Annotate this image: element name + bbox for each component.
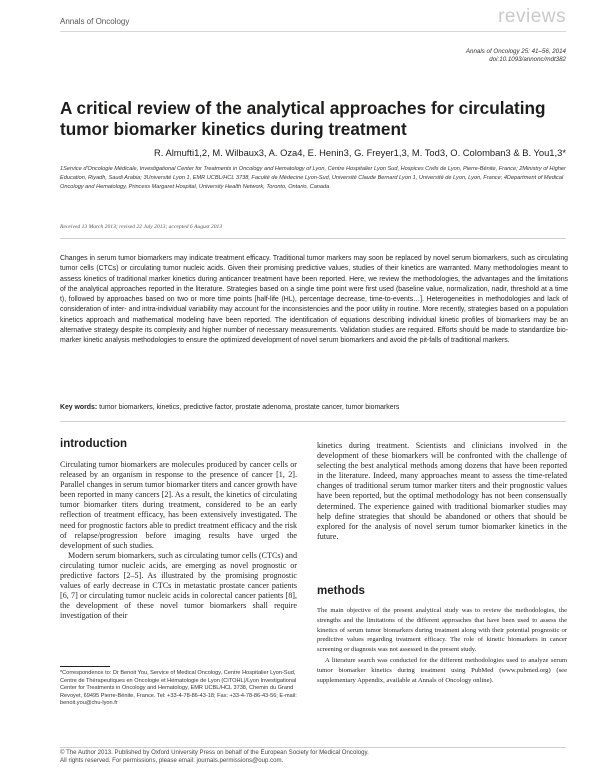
doi-line: doi:10.1093/annonc/mdt382 xyxy=(489,56,566,63)
methods-paragraph: The main objective of the present analytical study was to review the methodologies, the strengths and the limitations of the different approaches that have been used to assess the kinetics of serum tumor biomarkers during treatment along with their potential prognostic or predictive values regarding treatment efficacy. The role of kinetic biomarkers in cancer screening or diagnosis was not assessed in the present study. xyxy=(317,607,567,654)
introduction-paragraph: Circulating tumor biomarkers are molecules produced by cancer cells or released by an organism in response to the presence of cancer [1, 2]. Parallel changes in serum tumor biomarker titers and cancer growth have been reported in many cancers [2]. As a result, the kinetics of circulating tumor biomarker titers during treatment, considered to be an early reflection of treatment efficacy, has been extensively investigated. The need for prognostic factors able to predict treatment efficacy and the risk of relapse/progression before imaging results have urged the development of such studies. xyxy=(60,460,297,550)
article-title: A critical review of the analytical approaches for circulating tumor biomarker kinetics during treatment xyxy=(60,98,546,139)
copyright-footer xyxy=(60,749,580,765)
abstract-bottom-divider xyxy=(60,421,566,422)
author-list: R. Almufti1,2, M. Wilbaux3, A. Oza4, E. Henin3, G. Freyer1,3, M. Tod3, O. Colomban3 & B. You1,3* xyxy=(153,147,566,158)
introduction-left-column xyxy=(60,460,297,622)
keywords xyxy=(60,404,580,411)
methods-heading: methods xyxy=(317,585,365,597)
abstract-top-divider xyxy=(60,238,566,239)
copyright-line: © The Author 2013. Published by Oxford University Press on behalf of the European Society for Medical Oncology. xyxy=(60,749,369,756)
introduction-heading: introduction xyxy=(60,438,128,450)
citation-line: Annals of Oncology 25: 41–56, 2014 xyxy=(465,48,566,55)
affiliations: 1Service d'Oncologie Médicale, Investigational Center for Treatments in Oncology and Hematology of Lyon, Centre Hospitalier Lyon Sud, Hospices Civils de Lyon, Pierre-Bénite, France; 2Ministry of Higher Education, Riyadh, Saudi Arabia; 3Université Lyon 1, EMR UCBL/HCL 3738, Faculté de Médecine Lyon-Sud, Université Claude Bernard Lyon 1, Université de Lyon, Lyon, France; 4Department of Medical Oncology and Hematology, Princess Margaret Hospital, University Health Network, Toronto, Ontario, Canada xyxy=(60,166,566,191)
introduction-paragraph: Modern serum biomarkers, such as circulating tumor cells (CTCs) and circulating tumor nucleic acids, are emerging as novel prognostic or predictive factors [2–5]. As illustrated by the promising prognostic values of early decrease in CTCs in metastatic prostate cancer patients [6, 7] or circulating tumor nucleic acids in colorectal cancer patients [8], the development of these novel tumor biomarkers shall require investigation of their xyxy=(60,550,297,621)
methods-paragraph: A literature search was conducted for the different methodologies used to analyze serum tumor biomarker kinetics during treatment using PubMed (www.pubmed.org) (see supplementary Appendix, available at Annals of Oncology online). xyxy=(317,656,567,684)
received-dates: Received 13 March 2013; revised 22 July 2013; accepted 6 August 2013 xyxy=(60,224,223,230)
keywords-label: Key words: xyxy=(60,404,98,411)
permissions-line: All rights reserved. For permissions, please email: journals.permissions@oup.com. xyxy=(60,757,284,765)
abstract: Changes in serum tumor biomarkers may indicate treatment efficacy. Traditional tumor markers may soon be replaced by novel serum biomarkers, such as circulating tumor cells (CTCs) or circulating tumor nucleic acids. Given their promising predictive values, studies of their kinetics are warranted. Many methodologies meant to assess kinetics of traditional marker kinetics during anticancer treatment have been reported. Here, we review the methodologies, the advantages and the limitations of the analytical approaches reported in the literature. Strategies based on a single time point were first used (baseline value, normalization, nadir, threshold at a time t), followed by approaches based on two or more time points [half-life (HL), percentage decrease, time-to-events…]. Heterogeneities in methodologies and lack of consideration of inter- and intra-individual variability may account for the inconsistencies and the poor utility in routine. More recently, strategies based on a population kinetics approach and mathematical modeling have been reported. The identification of equations describing individual kinetic profiles of biomarkers may be an alternative strategy despite its complexity and higher number of necessary measurements. Validation studies are required. Efforts should be made to standardize bio-marker kinetic analysis methodologies to ensure the optimized development of novel serum biomarkers and avoid the pit-falls of traditional markers. xyxy=(60,255,568,344)
keywords-list: tumor biomarkers, kinetics, predictive factor, prostate adenoma, prostate cancer, tumor biomarkers xyxy=(97,404,400,411)
journal-name: Annals of Oncology xyxy=(60,17,130,26)
header-divider xyxy=(60,31,566,32)
citation-block xyxy=(466,48,566,64)
methods-body xyxy=(317,606,567,685)
correspondence-note: *Correspondence to: Dr Benoit You, Service of Medical Oncology, Centre Hospitalier Lyon-Sud, Centre de Thérapeutiques en Oncologie et Hématologie de Lyon (CITOHL)/Lyon Investigational Center for Treatments in Oncology and Hematology, EMR UCBL/HCL 3738, Chemin du Grand Revoyet, 69495 Pierre-Bénite, France. Tel: +33-4-78-86-43-18; Fax: +33-4-78-86-43-56; E-mail: benoit.you@chu-lyon.fr xyxy=(60,670,297,707)
footnote-divider xyxy=(60,666,110,667)
footer-divider xyxy=(60,747,566,748)
introduction-continued: kinetics during treatment. Scientists and clinicians involved in the development of these biomarkers will be confronted with the challenge of selecting the best analytical methods among dozens that have been reported in the literature. Indeed, many approaches meant to assess the time-related changes of traditional serum tumor marker titers and their prognostic values have been reported, but the optimal methodology has not been consensually determined. The experience gained with traditional biomarker studies may help define strategies that should be abandoned or others that should be explored for the analysis of novel serum tumor biomarker kinetics in the future. xyxy=(317,441,567,541)
section-label: reviews xyxy=(498,6,566,27)
